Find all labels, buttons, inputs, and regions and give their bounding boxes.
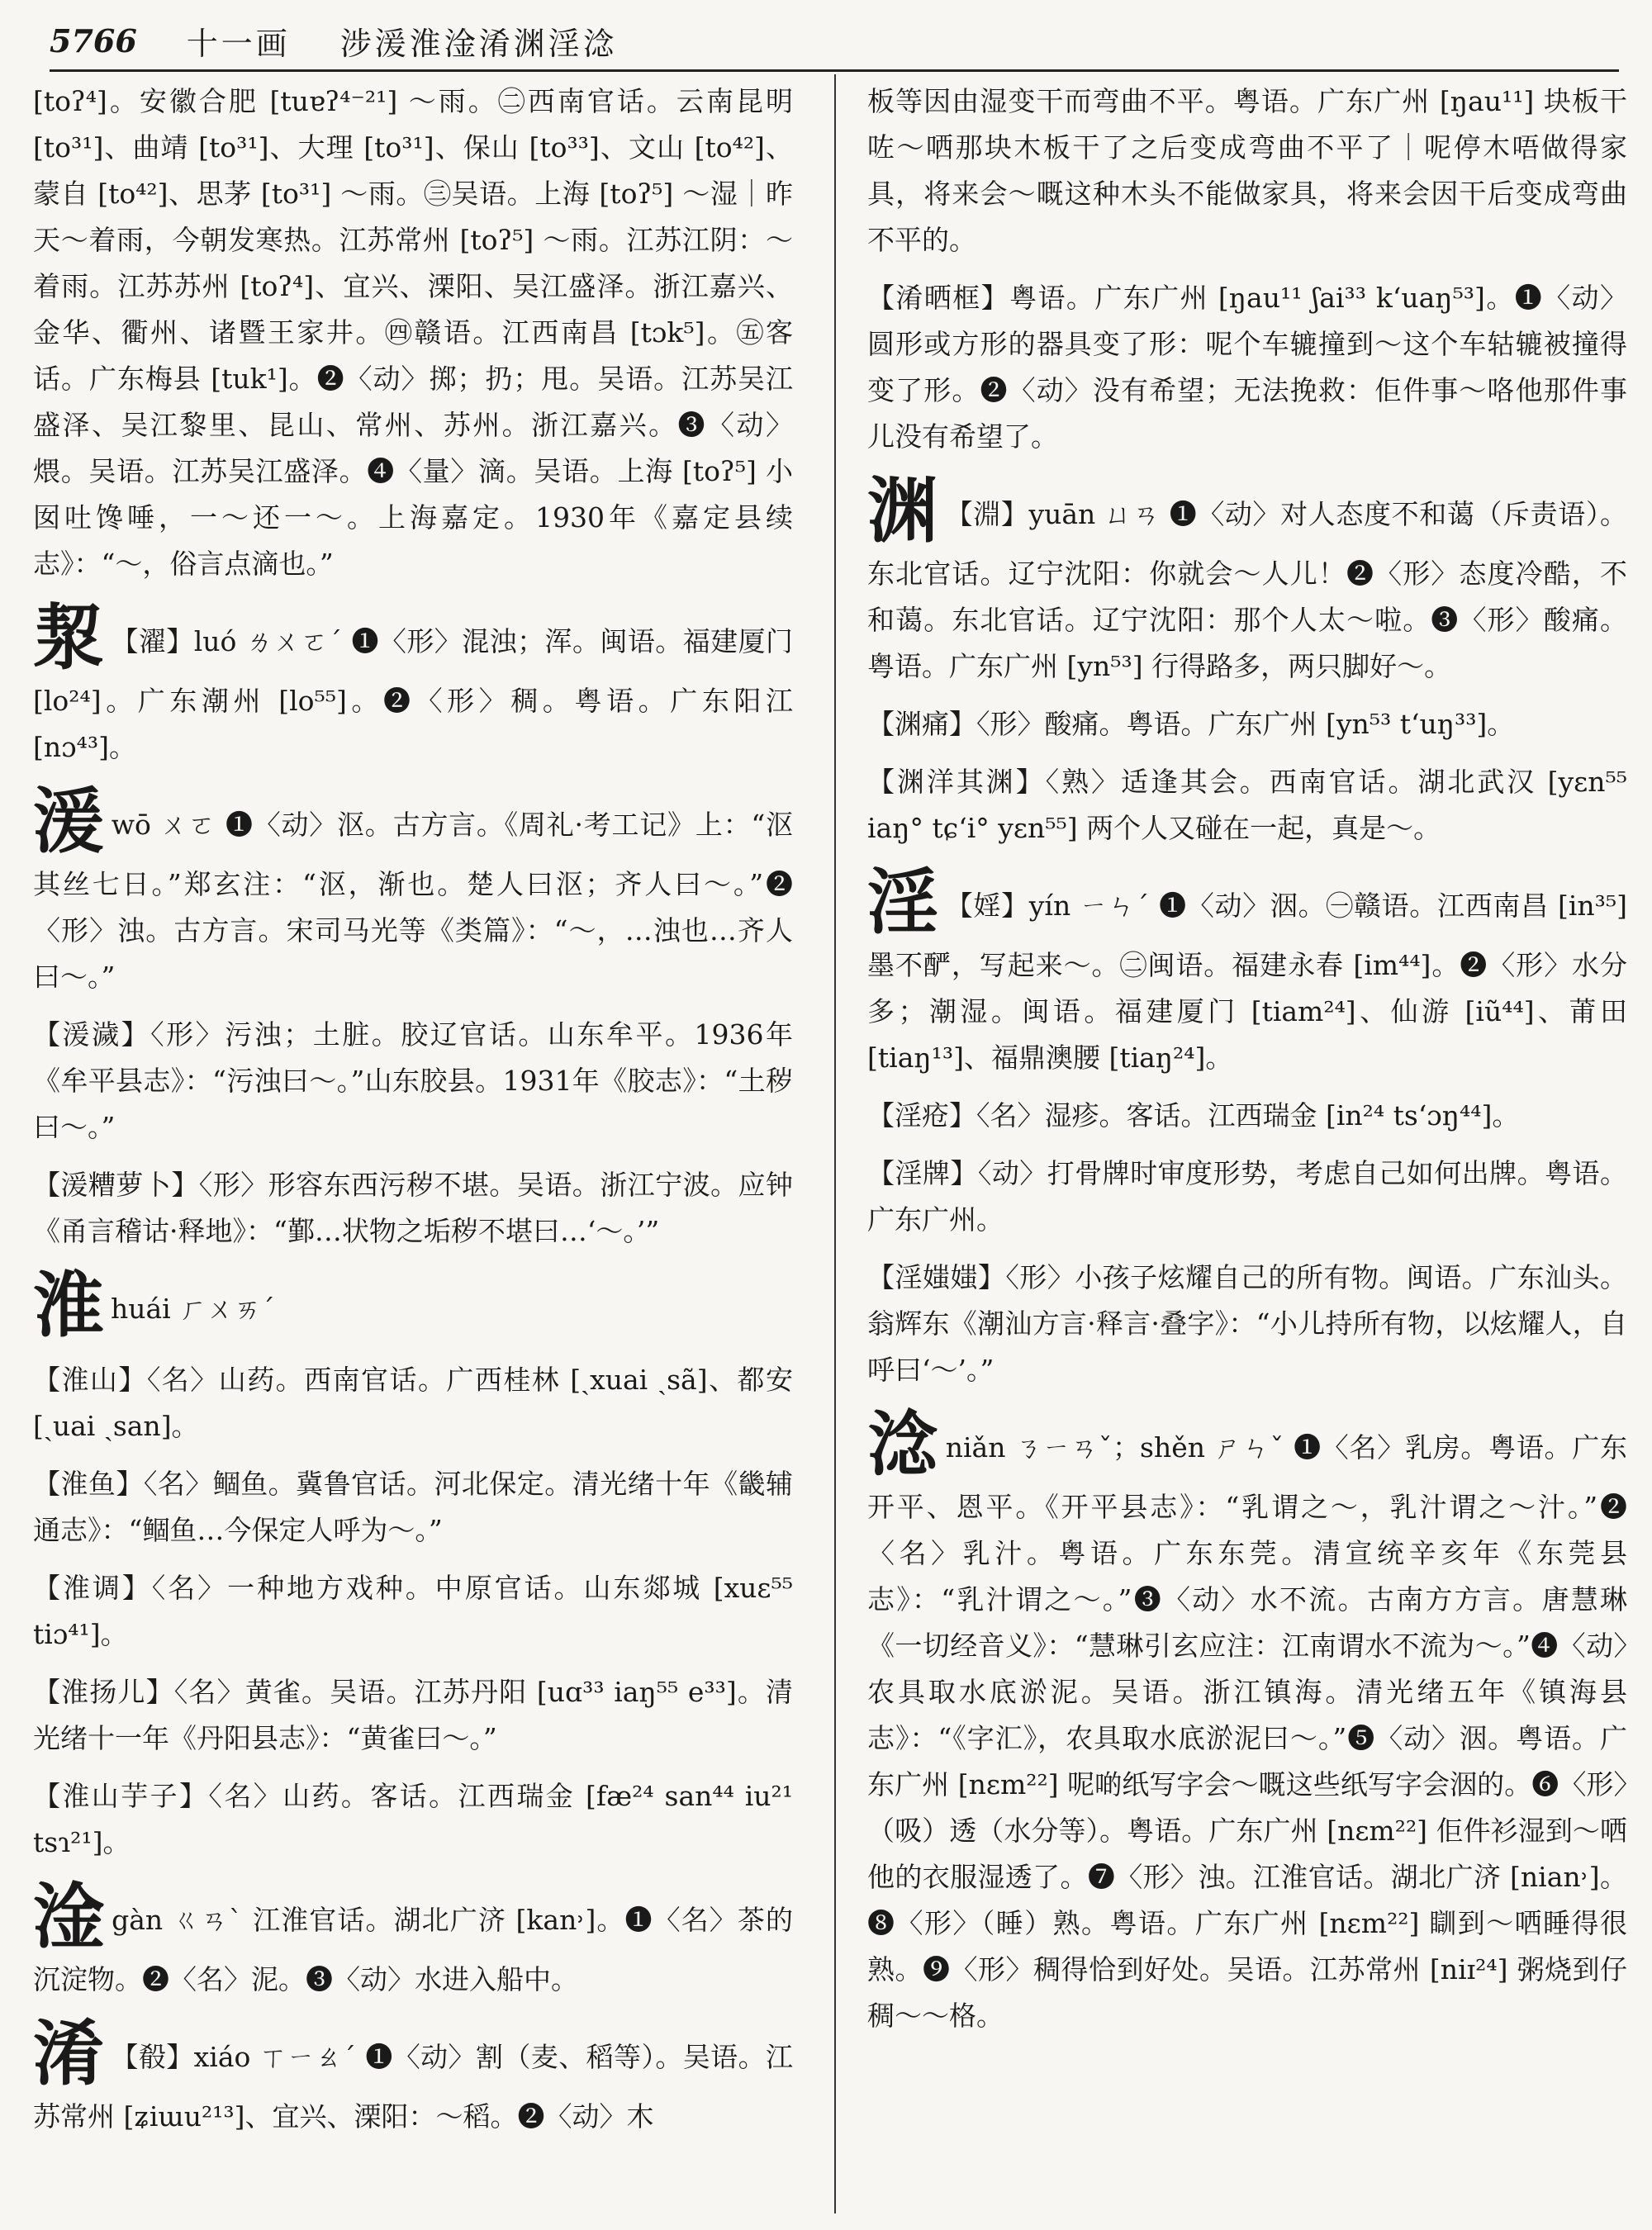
entry-text: wō ㄨㄛ ❶〈动〉沤。古方言。《周礼·考工记》上：“沤其丝七日。”郑玄注：“沤，渐也。楚人曰沤；齐人曰～。”❷〈形〉浊。古方言。宋司马光等《类篇》：“～，…浊也…齐人曰～。” xyxy=(33,809,793,993)
compound-entry: 【渊洋其渊】〈熟〉适逢其会。西南官话。湖北武汉 [yɛn⁵⁵ iaŋ° tɕʻi° yɛn⁵⁵] 两个人又碰在一起，真是～。 xyxy=(867,766,1627,844)
entry-text: 【淵】yuān ㄩㄢ ❶〈动〉对人态度不和蔼（斥责语）。东北官话。辽宁沈阳：你就会～人儿！❷〈形〉态度冷酷，不和蔼。东北官话。辽宁沈阳：那个人太～啦。❸〈形〉酸痛。粤语。广东广州 [yn⁵³] 行得路多，两只脚好～。 xyxy=(867,498,1627,682)
compound-entry: 【淆晒框】粤语。广东广州 [ŋau¹¹ ʃai³³ kʻuaŋ⁵³]。❶〈动〉圆形或方形的器具变了形：呢个车辘撞到～这个车轱辘被撞得变了形。❷〈动〉没有希望；无法挽救：佢件事～咯他那件事儿没有希望了。 xyxy=(867,282,1627,453)
compound-entry: 【淮山芋子】〈名〉山药。客话。江西瑞金 [fæ²⁴ san⁴⁴ iu²¹ tsɿ²¹]。 xyxy=(33,1780,793,1858)
dictionary-entry xyxy=(33,782,793,1000)
dictionary-entry xyxy=(867,863,1627,1081)
left-column xyxy=(33,78,793,2209)
dictionary-entry xyxy=(33,1266,793,1345)
compound-entry: 【湲糟萝卜】〈形〉形容东西污秽不堪。吴语。浙江宁波。应钟《甬言稽诂·释地》：“鄞…状物之垢秽不堪曰…‘～。’” xyxy=(33,1169,793,1247)
headword-char: 淫 xyxy=(867,861,939,944)
dictionary-entry xyxy=(33,1877,793,2003)
compound-entry: 【淫疮】〈名〉湿疹。客话。江西瑞金 [in²⁴ tsʻɔŋ⁴⁴]。 xyxy=(867,1099,1520,1132)
stroke-section: 十一画 xyxy=(186,25,291,62)
compound-entry: 【淮调】〈名〉一种地方戏种。中原官话。山东郯城 [xuɛ⁵⁵ tiɔ⁴¹]。 xyxy=(33,1572,793,1650)
compound-entry: 【淫媸媸】〈形〉小孩子炫耀自己的所有物。闽语。广东汕头。翁辉东《潮汕方言·释言·叠字》：“小儿持所有物，以炫耀人，自呼曰‘～’。” xyxy=(867,1261,1627,1386)
continued-text: 板等因由湿变干而弯曲不平。粤语。广东广州 [ŋau¹¹] 块板干咗～哂那块木板干了之后变成弯曲不平了｜呢停木唔做得家具，将来会～嘅这种木头不能做家具，将来会因干后变成弯曲不平的。 xyxy=(867,85,1627,256)
header-chars: 涉湲淮淦淆渊淫淰 xyxy=(339,25,618,62)
continued-text: [toʔ⁴]。安徽合肥 [tuɐʔ⁴⁻²¹] ～雨。㊁西南官话。云南昆明 [to³¹]、曲靖 [to³¹]、大理 [to³¹]、保山 [to³³]、文山 [to⁴²]、蒙自 [to⁴²]、思茅 [to³¹] ～雨。㊂吴语。上海 [toʔ⁵] ～湿｜昨天～着雨，今朝发寒热。江苏常州 [toʔ⁵] ～雨。江苏江阴：～着雨。江苏苏州 [toʔ⁴]、宜兴、溧阳、吴江盛泽。浙江嘉兴、金华、衢州、诸暨王家井。㊃赣语。江西南昌 [tɔk⁵]。㊄客话。广东梅县 [tuk¹]。❷〈动〉掷；扔；甩。吴语。江苏吴江盛泽、吴江黎里、昆山、常州、苏州。浙江嘉兴。❸〈动〉煨。吴语。江苏吴江盛泽。❹〈量〉滴。吴语。上海 [toʔ⁵] 小囡吐馋唾，一～还一～。上海嘉定。1930年《嘉定县续志》：“～，俗言点滴也。” xyxy=(33,85,793,580)
entry-text: 【殽】xiáo ㄒㄧㄠˊ ❶〈动〉割（麦、稻等）。吴语。江苏常州 [ʑiɯu²¹³]、宜兴、溧阳：～稻。❷〈动〉木 xyxy=(33,2041,793,2133)
headword-char: 渊 xyxy=(867,469,939,553)
page-number: 5766 xyxy=(50,21,137,59)
dictionary-entry xyxy=(33,596,793,771)
entry-text: 【濯】luó ㄌㄨㄛˊ ❶〈形〉混浊；浑。闽语。福建厦门 [lo²⁴]。广东潮州 [lo⁵⁵]。❷〈形〉稠。粤语。广东阳江 [nɔ⁴³]。 xyxy=(33,625,793,763)
compound-entry: 【渊痛】〈形〉酸痛。粤语。广东广州 [yn⁵³ tʻuŋ³³]。 xyxy=(867,708,1515,740)
headword-char: 淮 xyxy=(33,1264,104,1347)
entry-text: huái ㄏㄨㄞˊ xyxy=(111,1293,275,1325)
compound-entry: 【淫牌】〈动〉打骨牌时审度形势，考虑自己如何出牌。粤语。广东广州。 xyxy=(867,1157,1627,1236)
headword-char: 淰 xyxy=(867,1402,939,1486)
headword-char: 洯 xyxy=(33,596,105,680)
dictionary-entry xyxy=(867,1402,1627,2039)
headword-char: 湲 xyxy=(33,780,105,863)
headword-char: 淦 xyxy=(33,1875,106,1958)
compound-entry: 【淮鱼】〈名〉鲴鱼。冀鲁官话。河北保定。清光绪十年《畿辅通志》：“鲴鱼…今保定人呼为～。” xyxy=(33,1468,793,1546)
column-divider xyxy=(834,74,836,2213)
entry-text: gàn ㄍㄢˋ 江淮官话。湖北广济 [kan˒]。❶〈名〉茶的沉淀物。❷〈名〉泥。❸〈动〉水进入船中。 xyxy=(33,1904,793,1995)
headword-char: 淆 xyxy=(33,2012,105,2095)
right-column xyxy=(867,78,1627,2209)
compound-entry: 【淮扬儿】〈名〉黄雀。吴语。江苏丹阳 [uɑ³³ iaŋ⁵⁵ e³³]。清光绪十一年《丹阳县志》：“黄雀曰～。” xyxy=(33,1676,793,1754)
compound-entry: 【淮山】〈名〉山药。西南官话。广西桂林 [ˏxuai ˏsã]、都安 [ˏuai ˏsan]。 xyxy=(33,1364,793,1442)
page-header xyxy=(50,12,1619,72)
dictionary-entry xyxy=(867,469,1627,690)
entry-text: 【婬】yín ㄧㄣˊ ❶〈动〉洇。㊀赣语。江西南昌 [in³⁵] 墨不酽，写起来～。㊁闽语。福建永春 [im⁴⁴]。❷〈形〉水分多；潮湿。闽语。福建厦门 [tiam²⁴]、仙游 [iũ⁴⁴]、莆田 [tiaŋ¹³]、福鼎澳腰 [tiaŋ²⁴]。 xyxy=(867,890,1627,1074)
compound-entry: 【湲濊】〈形〉污浊；土脏。胶辽官话。山东牟平。1936年《牟平县志》：“污浊曰～。”山东胶县。1931年《胶志》：“土秽曰～。” xyxy=(33,1018,793,1143)
entry-text: niǎn ㄋㄧㄢˇ；shěn ㄕㄣˇ ❶〈名〉乳房。粤语。广东开平、恩平。《开平县志》：“乳谓之～，乳汁谓之～汁。”❷〈名〉乳汁。粤语。广东东莞。清宣统辛亥年《东莞县志》：“乳汁谓之～。”❸〈动〉水不流。古南方方言。唐慧琳《一切经音义》：“慧琳引玄应注：江南谓水不流为～。”❹〈动〉农具取水底淤泥。吴语。浙江镇海。清光绪五年《镇海县志》：“《字汇》，农具取水底淤泥曰～。”❺〈动〉洇。粤语。广东广州 [nɛm²²] 呢啲纸写字会～嘅这些纸写字会洇的。❻〈形〉（吸）透（水分等）。粤语。广东广州 [nɛm²²] 佢件衫湿到～哂他的衣服湿透了。❼〈形〉浊。江淮官话。湖北广济 [nian˒]。❽〈形〉（睡）熟。粤语。广东广州 [nɛm²²] 瞓到～哂睡得很熟。❾〈形〉稠得恰到好处。吴语。江苏常州 [niɪ²⁴] 粥烧到仔稠～～格。 xyxy=(867,1431,1627,2032)
dictionary-entry xyxy=(33,2014,793,2140)
